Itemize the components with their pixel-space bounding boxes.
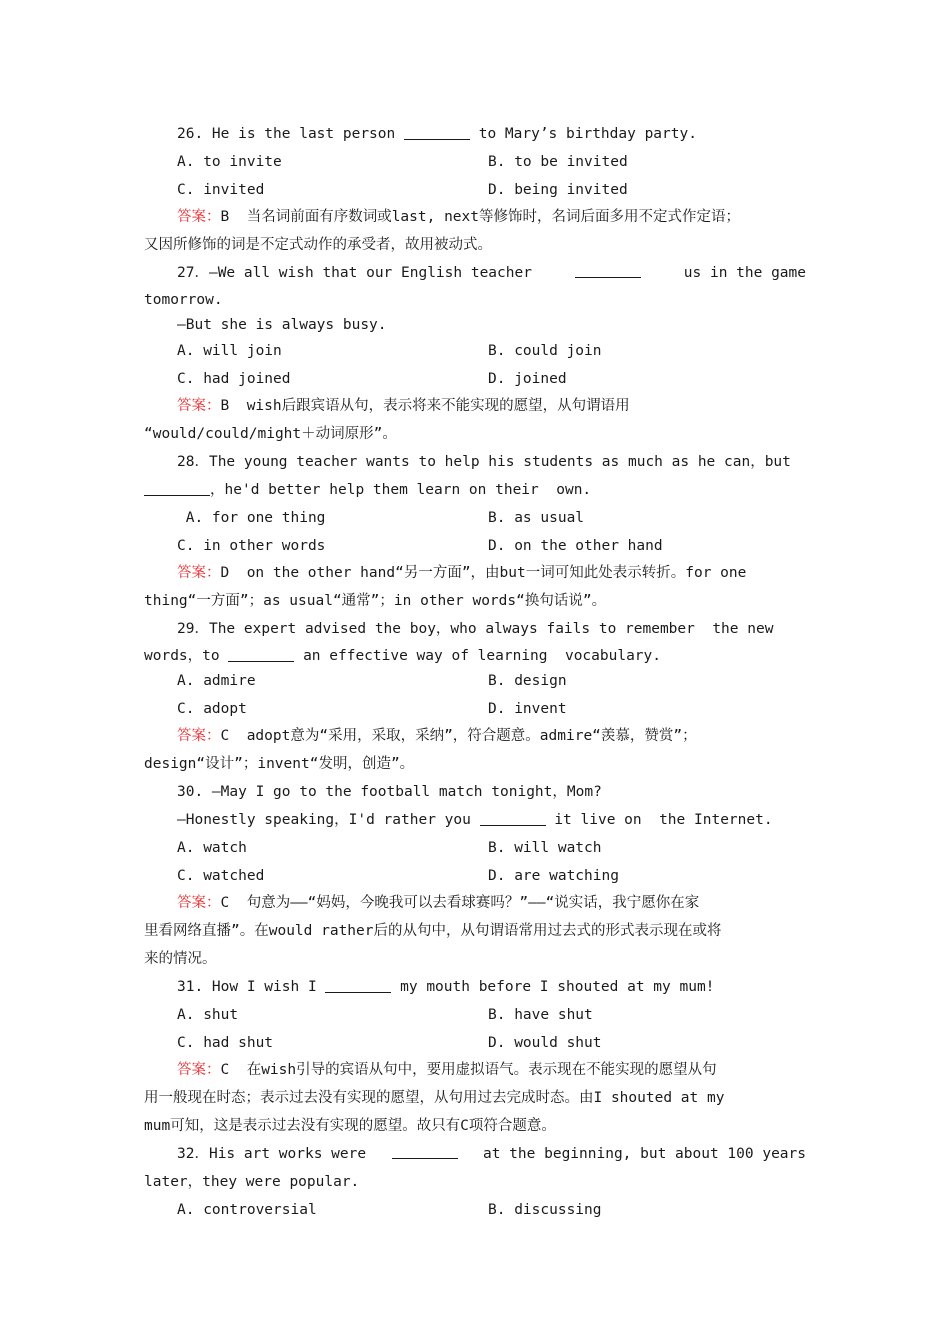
question-28-explanation: thing“一方面”；as usual“通常”；in other words“换句话说”。 (144, 593, 607, 609)
answer-label: 答案： (177, 565, 221, 581)
question-30-stem: 30. —May I go to the football match tonight，Mom? (177, 784, 602, 800)
question-27-explanation: “would/could/might＋动词原形”。 (144, 426, 397, 442)
answer-label: 答案： (177, 209, 221, 225)
question-26-option-a: A. to invite (177, 154, 282, 170)
question-31-explanation: 用一般现在时态；表示过去没有实现的愿望，从句用过去完成时态。由I shouted at my (144, 1090, 725, 1106)
question-30-option-c: C. watched (177, 868, 265, 884)
answer-blank (480, 811, 546, 826)
question-31-option-a: A. shut (177, 1007, 239, 1023)
question-30-option-d: D. are watching (488, 868, 619, 884)
question-27-option-c: C. had joined (177, 371, 291, 387)
question-29-explanation: design“设计”；invent“发明，创造”。 (144, 756, 415, 772)
question-26-explanation: 又因所修饰的词是不定式动作的承受者，故用被动式。 (144, 237, 492, 253)
question-29-option-d: D. invent (488, 701, 567, 717)
question-26-answer: 答案：B 当名词前面有序数词或last, next等修饰时，名词后面多用不定式作定语； (177, 209, 740, 225)
question-28-option-d: D. on the other hand (488, 538, 663, 554)
question-30-explanation-cont: 来的情况。 (144, 951, 217, 967)
question-31-explanation-cont: mum可知，这是表示过去没有实现的愿望。故只有C项符合题意。 (144, 1118, 556, 1134)
question-30-answer: 答案：C 句意为——“妈妈，今晚我可以去看球赛吗？”——“说实话，我宁愿你在家 (177, 895, 700, 911)
question-26-option-b: B. to be invited (488, 154, 628, 170)
question-26-option-d: D. being invited (488, 182, 628, 198)
question-28-answer: 答案：D on the other hand“另一方面”，由but一词可知此处表示转折。for one (177, 565, 747, 581)
question-27-stem-cont: tomorrow. (144, 292, 223, 308)
question-27-reply: —But she is always busy. (177, 317, 387, 333)
question-31-answer: 答案：C 在wish引导的宾语从句中，要用虚拟语气。表示现在不能实现的愿望从句 (177, 1062, 717, 1078)
question-32-stem-cont: later，they were popular. (144, 1174, 360, 1190)
question-32-option-b: B. discussing (488, 1202, 602, 1218)
question-29-option-b: B. design (488, 673, 567, 689)
answer-blank (392, 1144, 458, 1159)
answer-blank (325, 978, 391, 993)
question-28-stem-cont: ，he'd better help them learn on their own. (144, 480, 591, 500)
question-27-stem: 27．—We all wish that our English teacher us in the game (177, 265, 806, 281)
question-28-stem: 28．The young teacher wants to help his students as much as he can，but (177, 454, 791, 470)
question-29-answer: 答案：C adopt意为“采用，采取，采纳”，符合题意。admire“羡慕，赞赏”； (177, 728, 697, 744)
question-29-option-a: A. admire (177, 673, 256, 689)
question-32-option-a: A. controversial (177, 1202, 317, 1218)
answer-blank (404, 125, 470, 140)
question-29-stem: 29．The expert advised the boy，who always fails to remember the new (177, 621, 774, 637)
answer-blank (575, 263, 641, 278)
question-31-option-b: B. have shut (488, 1007, 593, 1023)
answer-label: 答案： (177, 1062, 221, 1078)
question-26-option-c: C. invited (177, 182, 265, 198)
question-30-option-b: B. will watch (488, 840, 602, 856)
answer-blank (144, 481, 210, 496)
question-30-option-a: A. watch (177, 840, 247, 856)
answer-label: 答案： (177, 398, 221, 414)
answer-label: 答案： (177, 895, 221, 911)
question-29-stem-cont: words，to an effective way of learning vocabulary. (144, 648, 661, 664)
question-27-answer: 答案：B wish后跟宾语从句，表示将来不能实现的愿望，从句谓语用 (177, 398, 630, 414)
question-27-option-a: A. will join (177, 343, 282, 359)
question-30-reply: —Honestly speaking，I'd rather you it live on the Internet. (177, 812, 773, 828)
question-32-stem: 32．His art works were at the beginning, but about 100 years (177, 1146, 806, 1162)
question-28-option-b: B. as usual (488, 510, 585, 526)
question-31-option-d: D. would shut (488, 1035, 602, 1051)
answer-label: 答案： (177, 728, 221, 744)
question-28-option-c: C. in other words (177, 538, 326, 554)
question-31-option-c: C. had shut (177, 1035, 274, 1051)
answer-blank (228, 647, 294, 662)
question-30-explanation: 里看网络直播”。在would rather后的从句中，从句谓语常用过去式的形式表示现在或将 (144, 923, 722, 939)
question-31-stem: 31. How I wish I my mouth before I shouted at my mum! (177, 979, 715, 995)
question-29-option-c: C. adopt (177, 701, 247, 717)
question-27-option-d: D. joined (488, 371, 567, 387)
question-28-option-a: A. for one thing (177, 510, 326, 526)
question-27-option-b: B. could join (488, 343, 602, 359)
question-26-stem: 26. He is the last person to Mary’s birthday party. (177, 126, 697, 142)
